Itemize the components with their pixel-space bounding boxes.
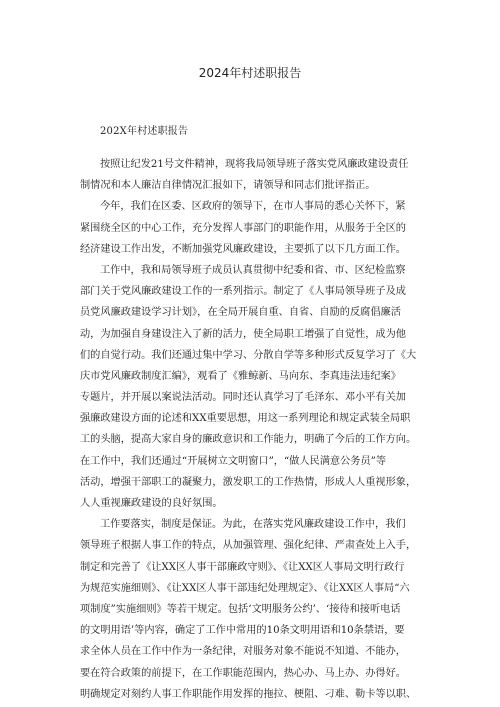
body-text-line: 员党风廉政建设学习计划》，在全局开展自重、自省、自励的反腐倡廉活 bbox=[80, 307, 401, 319]
body-text-line: 领导班子根据人事工作的特点，从加强管理、强化纪律、严肃查处上入手， bbox=[80, 540, 417, 552]
body-text-line: 紧围绕全区的中心工作，充分发挥人事部门的职能作用，从服务于全区的 bbox=[80, 222, 406, 234]
document-body bbox=[80, 154, 432, 705]
body-text-line: 今年，我们在区委、区政府的领导下，在市人事局的悉心关怀下，紧 bbox=[100, 201, 406, 213]
page-title: 2024年村述职报告 bbox=[198, 66, 302, 80]
body-text-line: 制情况和本人廉洁自律情况汇报如下，请领导和同志们批评指正。 bbox=[80, 180, 376, 192]
body-text-line: 经济建设工作出发，不断加强党风廉政建设，主要抓了以下几方面工作。 bbox=[80, 243, 406, 255]
body-text-line: 在工作中，我们还通过“开展树立文明窗口”，“做人民满意公务员”等 bbox=[80, 455, 387, 467]
body-text-line: 制定和完善了《让XX区人事干部廉政守则》、《让XX区人事局文明行政行 bbox=[80, 561, 405, 573]
body-text-line: 明确规定对刻约人事工作职能作用发挥的拖拉、梗阻、刁难、勒卡等以职、 bbox=[80, 688, 417, 700]
body-text-line: 工作要落实，制度是保证。为此，在落实党风廉政建设工作中，我们 bbox=[100, 519, 406, 531]
body-text-line: 人人重视廉政建设的良好氛围。 bbox=[80, 498, 223, 509]
body-text-line: 们的自觉行动。我们还通过集中学习、分散自学等多种形式反复学习了《大 bbox=[80, 349, 417, 361]
body-text-line: 强廉政建设方面的论述和XX重要思想，用这一系列理论和规定武装全局职 bbox=[80, 413, 411, 425]
body-text-line: 活动，增强干部职工的凝聚力，激发职工的工作热情，形成人人重视形象， bbox=[80, 476, 417, 488]
body-text-line: 部门关于党风廉政建设工作的一系列指示。制定了《人事局领导班子及成 bbox=[80, 286, 406, 298]
body-text-line: 的文明用语’等内容，确定了工作中常用的10条文明用语和10条禁语，要 bbox=[80, 625, 405, 637]
body-text-line: 专题片，并开展以案说法活动。同时还认真学习了毛泽东、邓小平有关加 bbox=[80, 392, 406, 404]
body-text-line: 为规范实施细则》、《让XX区人事干部违纪处理规定》、《让XX区人事局“六 bbox=[80, 582, 410, 594]
body-text-line: 庆市党风廉政制度汇编》，观看了《雅鲸新、马向东、李真违法违纪案》 bbox=[80, 370, 401, 382]
body-text-line: 项制度”实施细则》等若干规定。包括‘文明服务公约’、‘接待和接听电话 bbox=[80, 603, 401, 615]
body-text-line: 工的头脑，提高大家自身的廉政意识和工作能力，明确了今后的工作方向。 bbox=[80, 434, 417, 446]
body-text-line: 求全体人员在工作中作为一条纪律，对服务对象不能说不知道、不能办， bbox=[80, 646, 406, 658]
body-text-line: 按照让纪发21号文件精神，现将我局领导班子落实党风廉政建设责任 bbox=[100, 159, 409, 170]
body-text-line: 要在符合政策的前提下，在工作职能范围内，热心办、马上办、办得好。 bbox=[80, 667, 406, 679]
document-subtitle: 202X年村述职报告 bbox=[100, 126, 189, 137]
body-text-line: 动，为加强自身建设注入了新的活力，使全局职工增强了自觉性，成为他 bbox=[80, 328, 406, 340]
body-text-line: 工作中，我和局领导班子成员认真贯彻中纪委和省、市、区纪检监察 bbox=[100, 264, 406, 276]
